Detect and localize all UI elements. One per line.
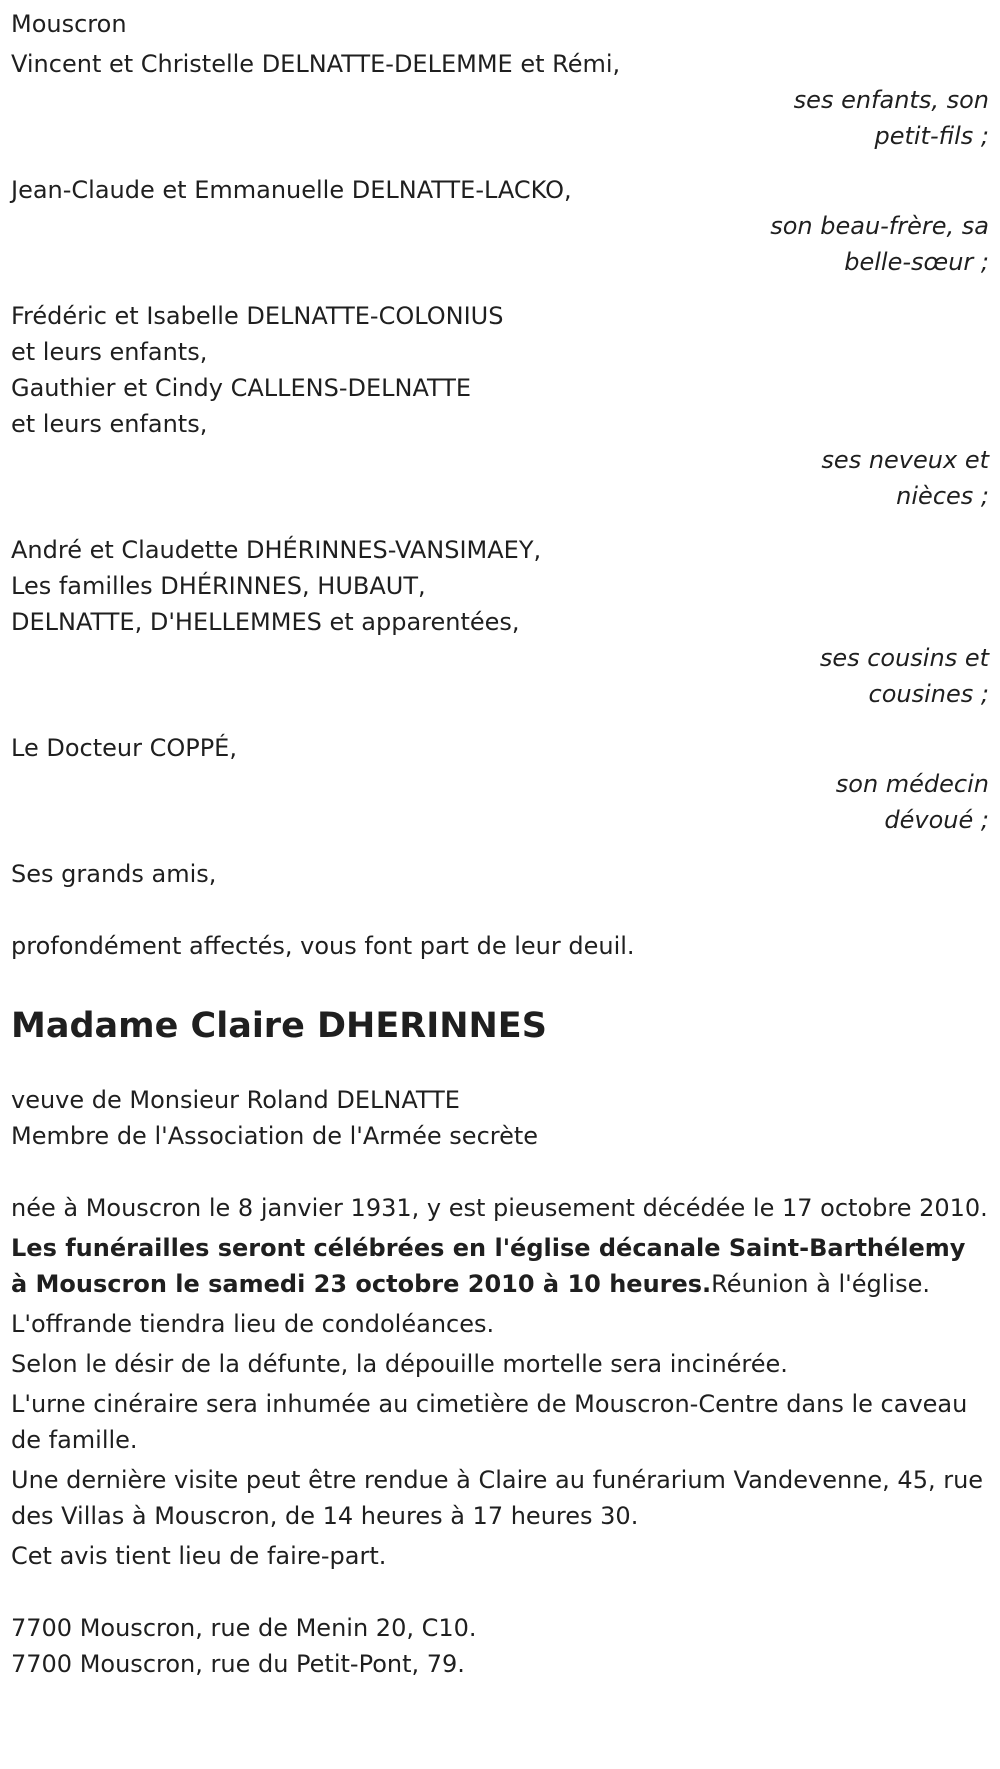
address-line: 7700 Mouscron, rue du Petit-Pont, 79. [11,1650,465,1678]
offering-paragraph: L'offrande tiendra lieu de condoléances. [11,1310,495,1338]
family-names: DELNATTE, D'HELLEMMES et apparentées, [11,608,520,636]
family-names: et leurs enfants, [11,338,208,366]
obituary-notice [11,6,989,1682]
family-group-cousins [11,532,989,712]
family-names: et leurs enfants, [11,410,208,438]
heading-city: Mouscron [11,10,127,38]
family-names: André et Claudette DHÉRINNES-VANSIMAEY, [11,536,542,564]
funeral-meeting: Réunion à l'église. [711,1270,930,1298]
family-group-doctor [11,730,989,838]
family-group-nephews [11,298,989,514]
urn-paragraph: L'urne cinéraire sera inhumée au cimetière de Mouscron-Centre dans le caveau de famille. [11,1390,968,1454]
family-names: Les familles DHÉRINNES, HUBAUT, [11,572,426,600]
family-names: Frédéric et Isabelle DELNATTE-COLONIUS [11,302,504,330]
family-names: Le Docteur COPPÉ, [11,734,237,762]
cremation-paragraph: Selon le désir de la défunte, la dépouille mortelle sera incinérée. [11,1350,788,1378]
family-group-in-laws [11,172,989,280]
family-group-children [11,46,989,154]
announcement-line: profondément affectés, vous font part de leur deuil. [11,932,635,960]
funeral-details: Les funérailles seront célébrées en l'église décanale Saint-Barthélemy à Mouscron le samedi 23 octobre 2010 à 10 heures. [11,1234,966,1298]
family-relation: ses neveux et [821,446,989,474]
family-relation: ses cousins et [819,644,989,672]
notice-paragraph: Cet avis tient lieu de faire-part. [11,1542,387,1570]
visit-paragraph: Une dernière visite peut être rendue à Claire au funérarium Vandevenne, 45, rue des Villas à Mouscron, de 14 heures à 17 heures 30. [11,1466,984,1530]
family-relation: cousines ; [868,680,989,708]
family-relation: belle-sœur ; [844,248,989,276]
birth-death-paragraph: née à Mouscron le 8 janvier 1931, y est pieusement décédée le 17 octobre 2010. [11,1194,988,1222]
family-relation: son médecin [835,770,989,798]
family-relation: ses enfants, son [793,86,989,114]
friends-line: Ses grands amis, [11,860,217,888]
family-relation: son beau-frère, sa [770,212,989,240]
funeral-paragraph [11,1230,989,1302]
membership-line: Membre de l'Association de l'Armée secrète [11,1122,539,1150]
family-names: Vincent et Christelle DELNATTE-DELEMME et Rémi, [11,50,621,78]
deceased-name: Madame Claire DHERINNES [11,1006,547,1046]
family-names: Jean-Claude et Emmanuelle DELNATTE-LACKO, [11,176,572,204]
family-relation: nièces ; [896,482,989,510]
address-line: 7700 Mouscron, rue de Menin 20, C10. [11,1614,477,1642]
family-names: Gauthier et Cindy CALLENS-DELNATTE [11,374,472,402]
family-relation: dévoué ; [884,806,989,834]
family-relation: petit-fils ; [874,122,989,150]
widow-of-line: veuve de Monsieur Roland DELNATTE [11,1086,460,1114]
